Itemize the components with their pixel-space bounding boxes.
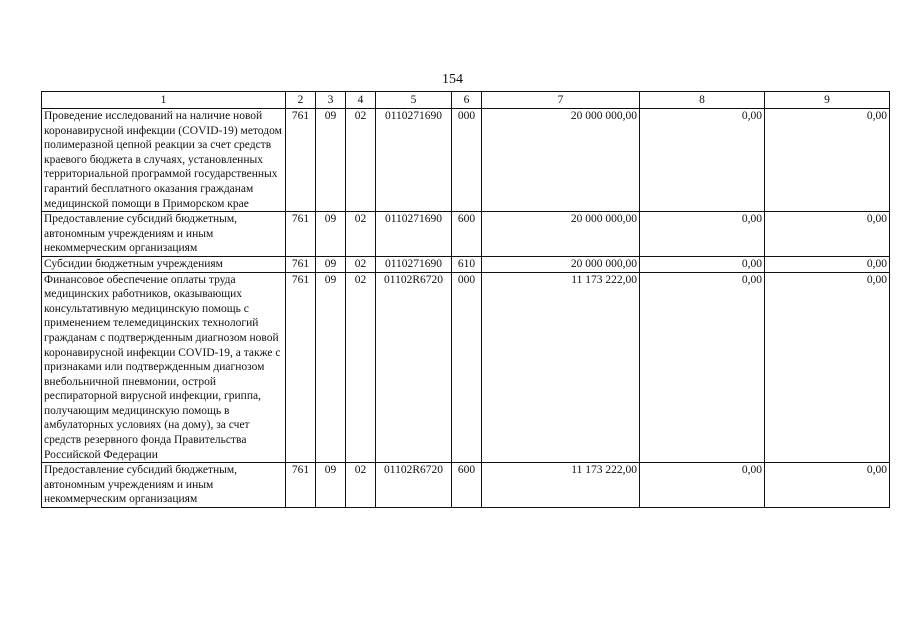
column-header: 4 [346, 92, 376, 109]
subsection-code: 02 [346, 463, 376, 508]
table-row [42, 256, 890, 272]
expense-type-code: 600 [452, 463, 482, 508]
page-number: 154 [442, 72, 463, 87]
expense-type-code: 600 [452, 212, 482, 257]
column-header: 2 [286, 92, 316, 109]
row-name: Предоставление субсидий бюджетным, автономным учреждениям и иным некоммерческим организациям [42, 212, 286, 257]
ministry-code: 761 [286, 212, 316, 257]
subsection-code: 02 [346, 109, 376, 212]
row-name: Проведение исследований на наличие новой коронавирусной инфекции (COVID-19) методом полимеразной цепной реакции за счет средств краевого бюджета в случаях, установленных территориальной программой государственных гарантий бесплатного оказания гражданам медицинской помощи в Приморском крае [42, 109, 286, 212]
expense-type-code: 000 [452, 272, 482, 463]
budget-table [41, 91, 890, 508]
table-row [42, 272, 890, 463]
section-code: 09 [316, 272, 346, 463]
subsection-code: 02 [346, 256, 376, 272]
row-name: Предоставление субсидий бюджетным, автономным учреждениям и иным некоммерческим организациям [42, 463, 286, 508]
expense-type-code: 000 [452, 109, 482, 212]
section-code: 09 [316, 463, 346, 508]
target-article-code: 0110271690 [376, 256, 452, 272]
column-header: 8 [640, 92, 765, 109]
column-header: 7 [482, 92, 640, 109]
section-code: 09 [316, 109, 346, 212]
amount-col8: 0,00 [640, 272, 765, 463]
amount-col7: 20 000 000,00 [482, 256, 640, 272]
amount-col9: 0,00 [765, 109, 890, 212]
target-article-code: 01102R6720 [376, 272, 452, 463]
amount-col7: 20 000 000,00 [482, 212, 640, 257]
subsection-code: 02 [346, 272, 376, 463]
ministry-code: 761 [286, 463, 316, 508]
amount-col9: 0,00 [765, 256, 890, 272]
section-code: 09 [316, 256, 346, 272]
target-article-code: 0110271690 [376, 109, 452, 212]
ministry-code: 761 [286, 256, 316, 272]
ministry-code: 761 [286, 272, 316, 463]
amount-col8: 0,00 [640, 256, 765, 272]
amount-col9: 0,00 [765, 272, 890, 463]
table-row [42, 212, 890, 257]
column-header: 6 [452, 92, 482, 109]
column-header: 9 [765, 92, 890, 109]
header-row [42, 92, 890, 109]
ministry-code: 761 [286, 109, 316, 212]
amount-col7: 11 173 222,00 [482, 463, 640, 508]
section-code: 09 [316, 212, 346, 257]
subsection-code: 02 [346, 212, 376, 257]
column-header: 5 [376, 92, 452, 109]
column-header: 1 [42, 92, 286, 109]
row-name: Субсидии бюджетным учреждениям [42, 256, 286, 272]
expense-type-code: 610 [452, 256, 482, 272]
amount-col7: 20 000 000,00 [482, 109, 640, 212]
row-name: Финансовое обеспечение оплаты труда медицинских работников, оказывающих консультативную медицинскую помощь с применением телемедицинских технологий гражданам с подтвержденным диагнозом новой коронавирусной инфекции COVID-19, а также с признаками или подтвержденным диагнозом внебольничной пневмонии, острой респираторной вирусной инфекции, гриппа, получающим медицинскую помощь в амбулаторных условиях (на дому), за счет средств резервного фонда Правительства Российской Федерации [42, 272, 286, 463]
amount-col9: 0,00 [765, 212, 890, 257]
table-row [42, 463, 890, 508]
target-article-code: 0110271690 [376, 212, 452, 257]
target-article-code: 01102R6720 [376, 463, 452, 508]
amount-col8: 0,00 [640, 109, 765, 212]
column-header: 3 [316, 92, 346, 109]
amount-col7: 11 173 222,00 [482, 272, 640, 463]
amount-col8: 0,00 [640, 463, 765, 508]
amount-col9: 0,00 [765, 463, 890, 508]
amount-col8: 0,00 [640, 212, 765, 257]
table-row [42, 109, 890, 212]
